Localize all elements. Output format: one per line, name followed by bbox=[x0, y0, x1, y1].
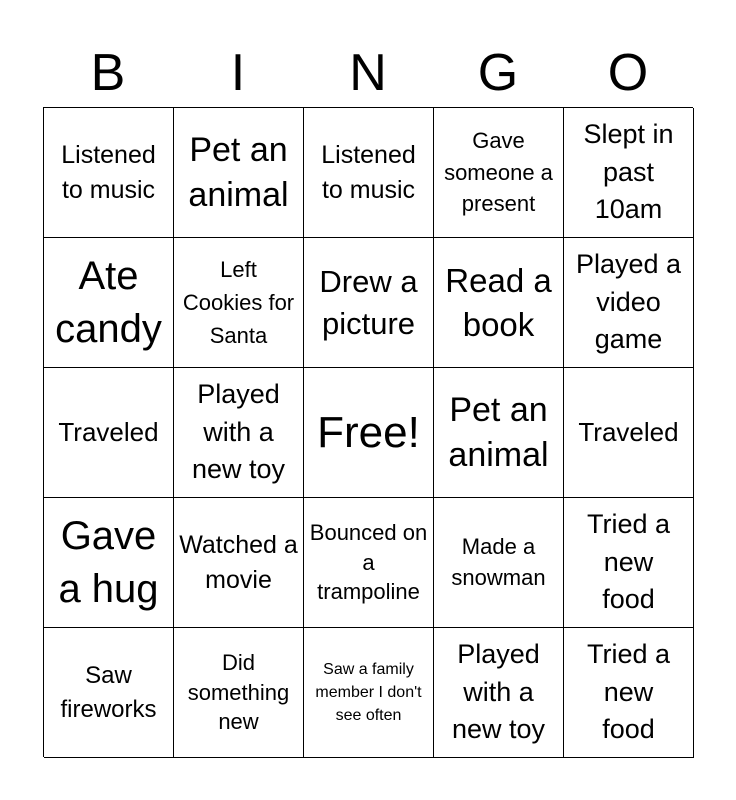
cell-label: Tried a new food bbox=[586, 638, 671, 745]
bingo-cell[interactable] bbox=[564, 628, 694, 758]
bingo-cell[interactable] bbox=[44, 628, 174, 758]
cell-label: Saw fireworks bbox=[60, 662, 157, 723]
bingo-cell[interactable] bbox=[44, 238, 174, 368]
cell-label: Gave someone a present bbox=[444, 127, 553, 217]
bingo-cell[interactable] bbox=[434, 498, 564, 628]
header-letter-b: B bbox=[90, 44, 126, 102]
cell-label: Left Cookies for Santa bbox=[182, 257, 295, 348]
cell-label: Tried a new food bbox=[586, 508, 671, 615]
bingo-cell[interactable] bbox=[434, 628, 564, 758]
free-space-label: Free! bbox=[317, 407, 420, 457]
bingo-header bbox=[43, 38, 693, 108]
bingo-cell[interactable] bbox=[564, 498, 694, 628]
bingo-cell[interactable] bbox=[304, 628, 434, 758]
bingo-cell[interactable] bbox=[174, 238, 304, 368]
cell-label: Did something new bbox=[187, 649, 290, 735]
cell-label: Pet an animal bbox=[188, 130, 289, 214]
cell-label: Traveled bbox=[58, 416, 159, 447]
bingo-cell[interactable] bbox=[304, 498, 434, 628]
bingo-cell[interactable] bbox=[434, 108, 564, 238]
cell-label: Slept in past 10am bbox=[583, 118, 674, 225]
bingo-cell[interactable] bbox=[174, 498, 304, 628]
cell-label: Played with a new toy bbox=[191, 378, 286, 485]
cell-label: Pet an animal bbox=[448, 390, 549, 474]
bingo-cell[interactable] bbox=[564, 238, 694, 368]
cell-label: Listened to music bbox=[61, 141, 156, 204]
bingo-cell[interactable] bbox=[434, 368, 564, 498]
cell-label: Made a snowman bbox=[451, 533, 546, 590]
cell-label: Listened to music bbox=[321, 141, 416, 204]
bingo-cell[interactable] bbox=[44, 368, 174, 498]
bingo-cell[interactable] bbox=[564, 368, 694, 498]
bingo-cell[interactable] bbox=[174, 108, 304, 238]
bingo-cell[interactable] bbox=[304, 368, 434, 498]
cell-label: Played with a new toy bbox=[451, 638, 546, 745]
bingo-card-grid bbox=[43, 107, 693, 757]
cell-label: Played a video game bbox=[575, 248, 682, 355]
bingo-cell[interactable] bbox=[304, 238, 434, 368]
cell-label: Drew a picture bbox=[319, 263, 418, 341]
header-letter-g: G bbox=[477, 44, 519, 102]
cell-label: Traveled bbox=[578, 416, 679, 447]
header-letter-i: I bbox=[230, 44, 246, 102]
bingo-cell[interactable] bbox=[304, 108, 434, 238]
bingo-cell[interactable] bbox=[564, 108, 694, 238]
bingo-cell[interactable] bbox=[174, 628, 304, 758]
cell-label: Read a book bbox=[445, 261, 552, 343]
bingo-cell[interactable] bbox=[434, 238, 564, 368]
cell-label: Ate candy bbox=[55, 253, 162, 351]
header-letter-n: N bbox=[349, 44, 387, 102]
bingo-cell[interactable] bbox=[44, 108, 174, 238]
cell-label: Saw a family member I don't see often bbox=[315, 660, 422, 725]
header-letter-o: O bbox=[607, 44, 649, 102]
bingo-cell[interactable] bbox=[44, 498, 174, 628]
cell-label: Bounced on a trampoline bbox=[309, 519, 428, 605]
cell-label: Watched a movie bbox=[179, 531, 298, 594]
bingo-cell[interactable] bbox=[174, 368, 304, 498]
cell-label: Gave a hug bbox=[58, 513, 159, 611]
